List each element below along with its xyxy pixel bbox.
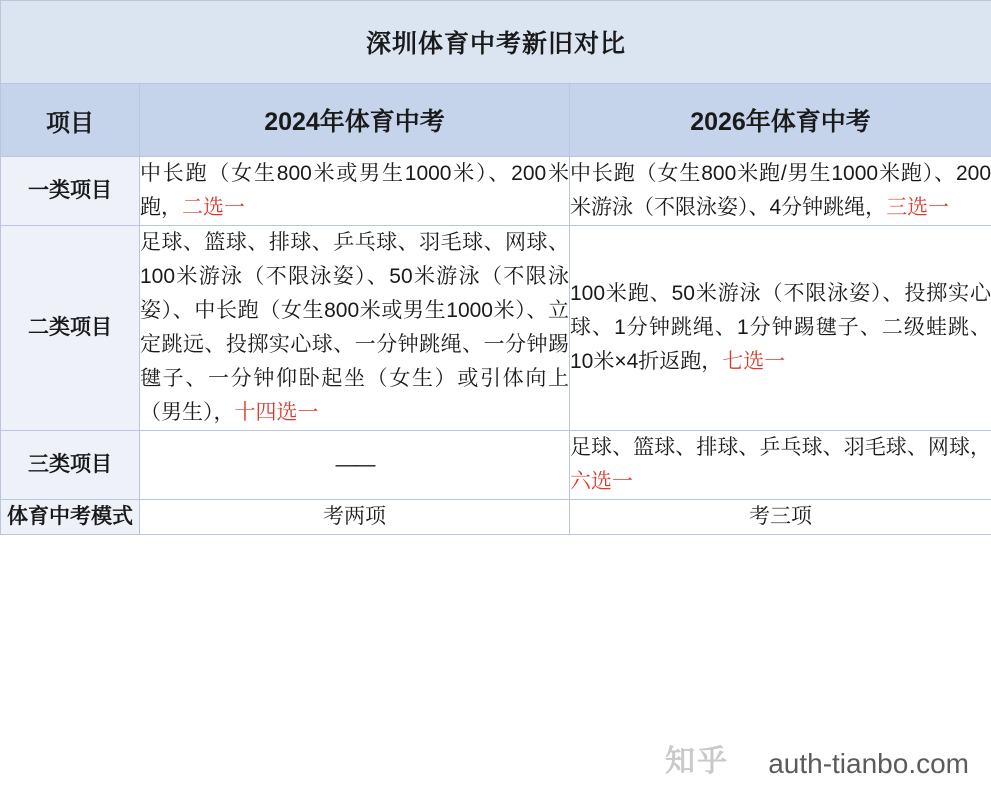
row-label-category-3: 三类项目 [1,431,140,500]
cell-text: 中长跑（女生800米跑/男生1000米跑）、200米游泳（不限泳姿）、4分钟跳绳， [570,162,991,220]
column-header-item: 项目 [1,84,140,157]
table-row [1,431,991,500]
table-title-row [1,1,991,84]
cell-text: 中长跑（女生800米或男生1000米）、200米跑， [140,162,569,220]
cell-highlight: 六选一 [570,470,633,494]
cell-2026-category-3 [570,431,991,500]
cell-text: 足球、篮球、排球、乒乓球、羽毛球、网球， [570,436,991,460]
cell-2024-category-3 [140,431,570,500]
zhihu-watermark: 知乎 [665,745,729,778]
cell-2026-category-2 [570,226,991,431]
table-row [1,157,991,226]
cell-2024-category-1 [140,157,570,226]
page-title: 深圳体育中考新旧对比 [1,1,991,84]
cell-highlight: 七选一 [722,350,786,374]
cell-highlight: 二选一 [182,196,245,220]
table-header-row [1,84,991,157]
cell-text: 考三项 [749,505,812,529]
column-header-2026: 2026年体育中考 [570,84,991,157]
domain-watermark: auth-tianbo.com [760,746,977,782]
cell-2024-category-2 [140,226,570,431]
row-label-category-2: 二类项目 [1,226,140,431]
cell-text: 足球、篮球、排球、乒乓球、羽毛球、网球、100米游泳（不限泳姿）、50米游泳（不限泳姿）、中长跑（女生800米或男生1000米）、立定跳远、投掷实心球、一分钟跳绳、一分钟踢毽子、一分钟仰卧起坐（女生）或引体向上（男生）， [140,231,569,425]
row-label-exam-mode: 体育中考模式 [1,500,140,535]
cell-2026-exam-mode [570,500,991,535]
row-label-category-1: 一类项目 [1,157,140,226]
cell-text: —— [335,453,374,477]
table-row [1,226,991,431]
cell-text: 考两项 [323,505,386,529]
cell-2024-exam-mode [140,500,570,535]
column-header-2024: 2024年体育中考 [140,84,570,157]
cell-2026-category-1 [570,157,991,226]
cell-highlight: 三选一 [886,196,950,220]
cell-highlight: 十四选一 [234,401,319,425]
cell-text: 100米跑、50米游泳（不限泳姿）、投掷实心球、1分钟跳绳、1分钟踢毽子、二级蛙跳、10米×4折返跑， [570,282,991,374]
table-row [1,500,991,535]
